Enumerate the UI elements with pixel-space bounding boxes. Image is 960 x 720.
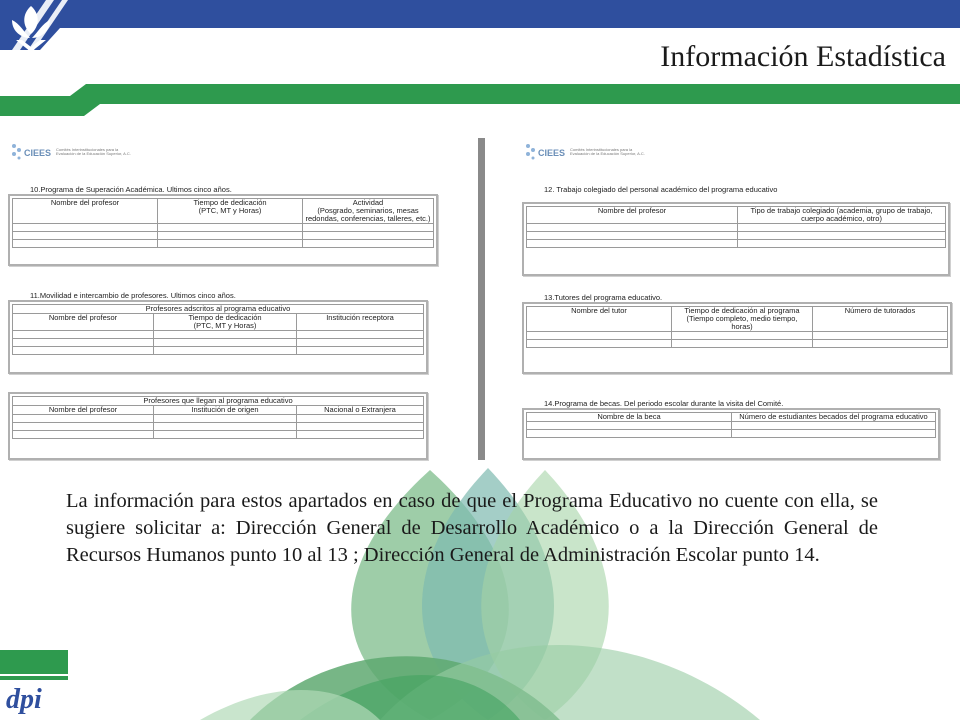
header-cell: Nombre del tutor (527, 307, 672, 332)
ciees-dots-icon (524, 142, 538, 162)
section-13-title: 13.Tutores del programa educativo. (544, 293, 663, 302)
table-row (13, 431, 424, 439)
table-row (527, 332, 948, 340)
header-cell: Institución receptora (297, 314, 424, 331)
ciees-logo-text: CIEES (538, 148, 566, 158)
table-header-row (13, 314, 424, 331)
table-row (527, 240, 946, 248)
table-11b (12, 396, 424, 439)
table-row (527, 224, 946, 232)
group-header: Profesores adscritos al programa educativo (13, 305, 424, 314)
form-right (522, 136, 952, 462)
ciees-subtitle-1: Comités Interinstitucionales para la (570, 147, 633, 152)
table-13 (526, 306, 948, 348)
uv-flower-logo-icon (8, 4, 54, 54)
table-row (13, 240, 434, 248)
header-cell: Nombre del profesor (527, 207, 738, 224)
table-row (13, 347, 424, 355)
dpi-logo: dpi (6, 684, 42, 715)
section-11-title: 11.Movilidad e intercambio de profesores. Ultimos cinco años. (30, 291, 236, 300)
form-left (8, 136, 440, 462)
ciees-dots-icon (10, 142, 24, 162)
table-header-row (13, 199, 434, 224)
header-cell: Institución de origen (154, 406, 297, 415)
table-row (13, 423, 424, 431)
table-10 (12, 198, 434, 248)
header-cell: Tipo de trabajo colegiado (academia, grupo de trabajo, cuerpo académico, otro) (738, 207, 946, 224)
section-12-title: 12. Trabajo colegiado del personal académico del programa educativo (544, 185, 778, 194)
page-title: Información Estadística (660, 40, 946, 73)
body-paragraph: La información para estos apartados en caso de que el Programa Educativo no cuente con ella, se sugiere solicitar a: Dirección General de Desarrollo Académico o a la Dirección General de Recursos Humanos punto 10 al 13 ; Dirección General de Administración Escolar punto 14. (66, 490, 878, 566)
table-row (13, 339, 424, 347)
section-10-title: 10.Programa de Superación Académica. Ultimos cinco años. (30, 185, 232, 194)
table-11 (12, 304, 424, 355)
header-cell: Tiempo de dedicación al programa (Tiempo completo, medio tiempo, horas) (672, 307, 813, 332)
header-cell: Número de estudiantes becados del programa educativo (732, 413, 936, 422)
table-row (13, 232, 434, 240)
ciees-logo-text: CIEES (24, 148, 52, 158)
table-header-row (527, 207, 946, 224)
ciees-subtitle-2: Evaluación de la Educación Superior, A.C. (56, 151, 131, 156)
vertical-divider (478, 138, 485, 460)
header-cell: Nombre del profesor (13, 314, 154, 331)
header-cell: Actividad (Posgrado, seminarios, mesas redondas, conferencias, talleres, etc.) (303, 199, 434, 224)
header-cell: Nombre de la beca (527, 413, 732, 422)
table-row (13, 415, 424, 423)
header-cell: Número de tutorados (813, 307, 948, 332)
table-12 (526, 206, 946, 248)
ciees-subtitle-1: Comités Interinstitucionales para la (56, 147, 119, 152)
group-header: Profesores que llegan al programa educativo (13, 397, 424, 406)
table-header-row (527, 413, 936, 422)
header-cell: Tiempo de dedicación (PTC, MT y Horas) (154, 314, 297, 331)
header-cell: Nombre del profesor (13, 406, 154, 415)
table-14 (526, 412, 936, 438)
table-row (13, 331, 424, 339)
header-cell: Nombre del profesor (13, 199, 158, 224)
table-row (13, 224, 434, 232)
table-header-row (527, 307, 948, 332)
table-header-row (13, 406, 424, 415)
section-14-title: 14.Programa de becas. Del periodo escolar durante la visita del Comité. (544, 399, 784, 408)
header-cell: Nacional o Extranjera (297, 406, 424, 415)
table-row (527, 430, 936, 438)
table-row (527, 422, 936, 430)
ciees-subtitle-2: Evaluación de la Educación Superior, A.C. (570, 151, 645, 156)
table-row (527, 232, 946, 240)
table-row (527, 340, 948, 348)
header-cell: Tiempo de dedicación (PTC, MT y Horas) (158, 199, 303, 224)
